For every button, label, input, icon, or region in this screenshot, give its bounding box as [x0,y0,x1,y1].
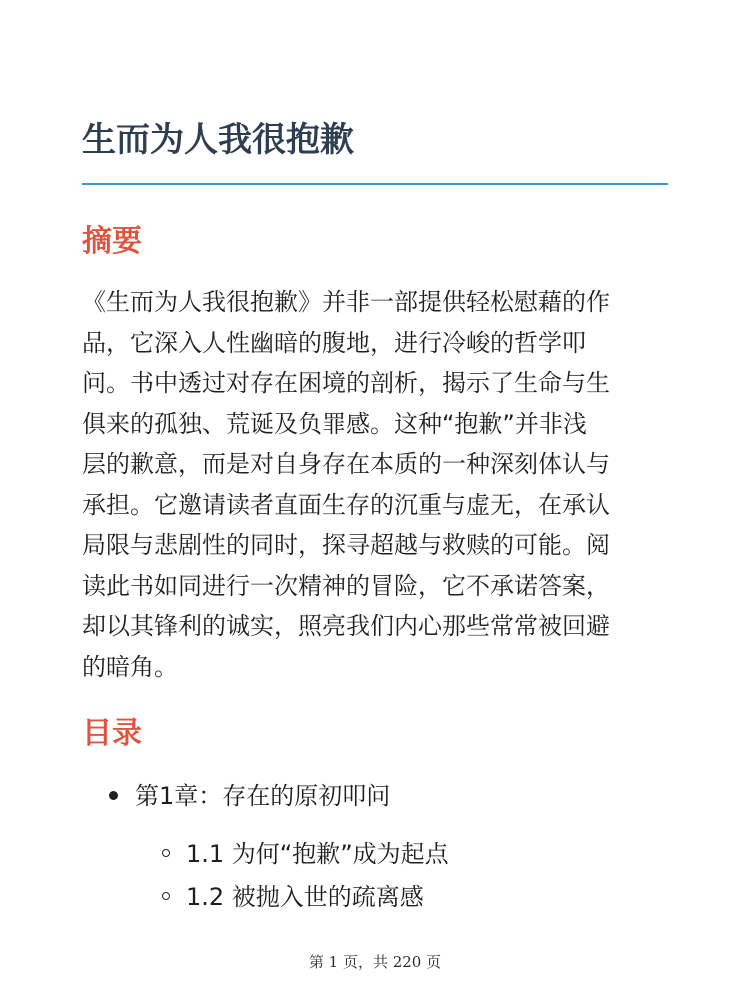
abstract-line: 的暗角。 [82,652,178,681]
toc-section-item[interactable] [162,879,424,915]
toc-heading: 目录 [82,716,142,751]
title-divider [82,183,668,185]
document-title: 生而为人我很抱歉 [82,120,354,160]
abstract-line: 局限与悲剧性的同时，探寻超越与救赎的可能。阅 [82,531,610,559]
abstract-heading: 摘要 [82,224,142,259]
toc-section-label: 1.2 被抛入世的疏离感 [186,883,424,911]
bullet-circle-icon [162,892,170,900]
abstract-line: 层的歉意，而是对自身存在本质的一种深刻体认与 [82,450,610,478]
bullet-disc-icon [109,791,118,800]
abstract-line: 《生而为人我很抱歉》并非一部提供轻松慰藉的作 [82,288,610,316]
page-number-footer: 第 1 页，共 220 页 [308,953,442,971]
abstract-line: 却以其锋利的诚实，照亮我们内心那些常常被回避 [82,612,610,640]
bullet-circle-icon [162,849,170,857]
toc-section-label: 1.1 为何“抱歉”成为起点 [186,840,449,868]
abstract-line: 俱来的孤独、荒诞及负罪感。这种“抱歉”并非浅 [82,409,587,438]
abstract-line: 品，它深入人性幽暗的腹地，进行冷峻的哲学叩 [82,328,586,357]
toc-chapter-label: 第1章：存在的原初叩问 [135,782,391,810]
toc-section-item[interactable] [162,836,449,872]
abstract-line: 承担。它邀请读者直面生存的沉重与虚无，在承认 [82,490,610,519]
abstract-paragraph [82,282,668,687]
toc-chapter-item[interactable] [109,778,390,814]
abstract-line: 问。书中透过对存在困境的剖析，揭示了生命与生 [82,369,610,397]
abstract-line: 读此书如同进行一次精神的冒险，它不承诺答案， [82,571,610,600]
